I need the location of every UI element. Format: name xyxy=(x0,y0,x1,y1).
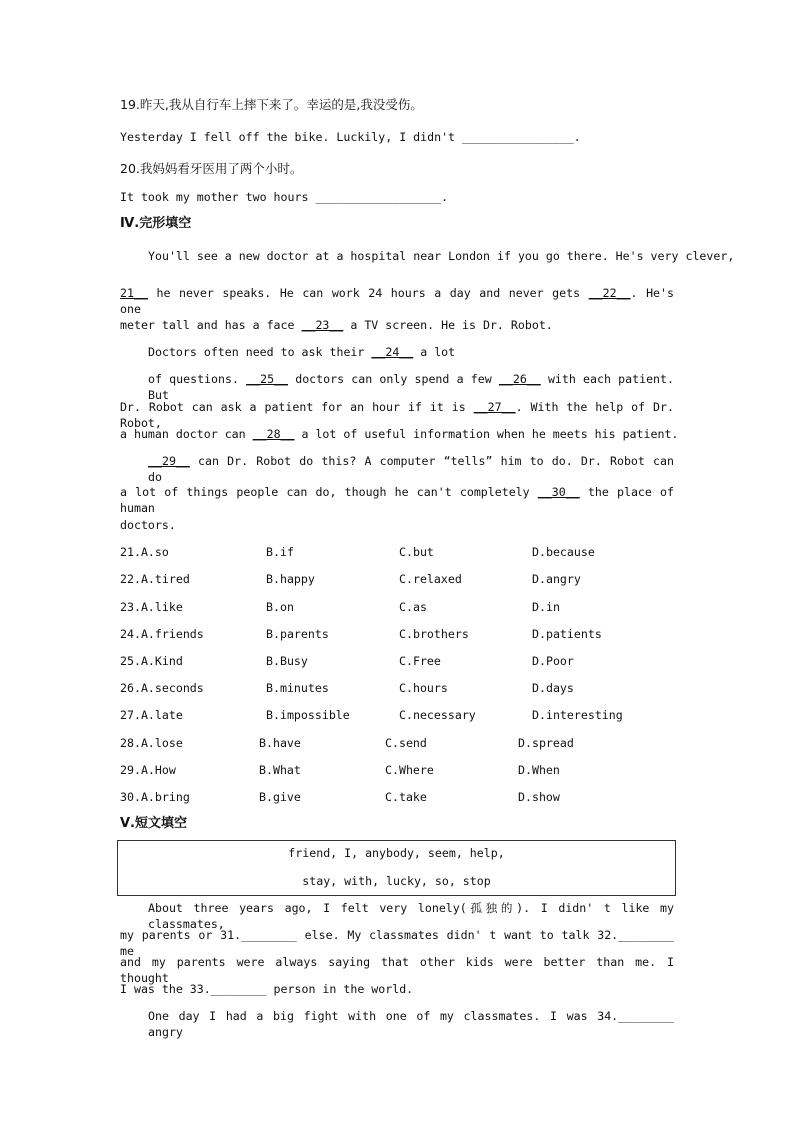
cloze-line-5: of questions. __25__ doctors can only spend a few __26__ with each patient. But xyxy=(148,372,674,402)
option-25-a: 25.A.Kind xyxy=(120,654,183,668)
option-23-c: C.as xyxy=(399,600,427,614)
blank-26: __26__ xyxy=(498,372,541,386)
option-22-b: B.happy xyxy=(266,572,315,586)
option-25-b: B.Busy xyxy=(266,654,308,668)
option-21-c: C.but xyxy=(399,545,434,559)
option-24-c: C.brothers xyxy=(399,627,469,641)
blank-22: __22__ xyxy=(588,286,631,300)
cloze-line-2: 21__ he never speaks. He can work 24 hours a day and never gets __22__. He's one xyxy=(120,286,674,316)
option-25-d: D.Poor xyxy=(532,654,574,668)
cloze-line-1: You'll see a new doctor at a hospital near London if you go there. He's very clever, xyxy=(148,249,735,263)
blank-27: __27__ xyxy=(473,400,516,414)
option-26-b: B.minutes xyxy=(266,681,329,695)
option-27-d: D.interesting xyxy=(532,708,623,722)
option-25-c: C.Free xyxy=(399,654,441,668)
option-22-a: 22.A.tired xyxy=(120,572,190,586)
passage-line-3: and my parents were always saying that other kids were better than me. I thought xyxy=(120,955,674,985)
passage-line-5: One day I had a big fight with one of my classmates. I was 34.________ angry xyxy=(148,1009,674,1039)
option-28-d: D.spread xyxy=(518,736,574,750)
option-22-c: C.relaxed xyxy=(399,572,462,586)
passage-line-1: About three years ago, I felt very lonely(孤独的). I didn' t like my classmates, xyxy=(148,901,674,931)
section-5-title: Ⅴ.短文填空 xyxy=(120,816,187,831)
cloze-line-4: Doctors often need to ask their __24__ a lot xyxy=(148,345,456,359)
option-30-d: D.show xyxy=(518,790,560,804)
blank-29: __29__ xyxy=(148,454,190,468)
blank-30: __30__ xyxy=(537,485,580,499)
word-bank-box xyxy=(117,840,676,896)
option-30-a: 30.A.bring xyxy=(120,790,190,804)
option-21-b: B.if xyxy=(266,545,294,559)
blank-25: __25__ xyxy=(246,372,289,386)
cloze-line-7: a human doctor can __28__ a lot of useful information when he meets his patient. xyxy=(120,427,679,441)
cloze-line-8: __29__ can Dr. Robot do this? A computer “tells” him to do. Dr. Robot can do xyxy=(148,454,674,484)
option-21-a: 21.A.so xyxy=(120,545,169,559)
option-24-b: B.parents xyxy=(266,627,329,641)
option-29-d: D.When xyxy=(518,763,560,777)
option-24-a: 24.A.friends xyxy=(120,627,204,641)
option-27-b: B.impossible xyxy=(266,708,350,722)
cloze-line-9: a lot of things people can do, though he can't completely __30__ the place of human xyxy=(120,485,674,515)
blank-24: __24__ xyxy=(371,345,414,359)
option-28-c: C.send xyxy=(385,736,427,750)
option-30-b: B.give xyxy=(259,790,301,804)
option-24-d: D.patients xyxy=(532,627,602,641)
cloze-line-10: doctors. xyxy=(120,518,176,532)
option-21-d: D.because xyxy=(532,545,595,559)
option-28-a: 28.A.lose xyxy=(120,736,183,750)
passage-line-2: my parents or 31.________ else. My classmates didn' t want to talk 32.________ me xyxy=(120,928,674,958)
option-23-b: B.on xyxy=(266,600,294,614)
option-29-b: B.What xyxy=(259,763,301,777)
word-bank-line-1: friend, I, anybody, seem, help, xyxy=(288,846,505,860)
option-23-d: D.in xyxy=(532,600,560,614)
word-bank-line-2: stay, with, lucky, so, stop xyxy=(302,874,491,888)
option-29-a: 29.A.How xyxy=(120,763,176,777)
cloze-line-6: Dr. Robot can ask a patient for an hour if it is __27__. With the help of Dr. Robot, xyxy=(120,400,674,430)
question-19-english: Yesterday I fell off the bike. Luckily, I didn't ________________. xyxy=(120,130,581,144)
option-26-c: C.hours xyxy=(399,681,448,695)
option-22-d: D.angry xyxy=(532,572,581,586)
cloze-line-3: meter tall and has a face __23__ a TV screen. He is Dr. Robot. xyxy=(120,318,553,332)
question-20-english: It took my mother two hours __________________. xyxy=(120,190,449,204)
question-19-chinese: 19.昨天,我从自行车上摔下来了。幸运的是,我没受伤。 xyxy=(120,97,423,112)
option-23-a: 23.A.like xyxy=(120,600,183,614)
question-20-chinese: 20.我妈妈看牙医用了两个小时。 xyxy=(120,161,303,176)
option-26-d: D.days xyxy=(532,681,574,695)
blank-23: __23__ xyxy=(301,318,344,332)
blank-28: __28__ xyxy=(252,427,295,441)
option-29-c: C.Where xyxy=(385,763,434,777)
option-26-a: 26.A.seconds xyxy=(120,681,204,695)
option-27-a: 27.A.late xyxy=(120,708,183,722)
option-28-b: B.have xyxy=(259,736,301,750)
blank-21: 21__ xyxy=(120,286,148,300)
option-27-c: C.necessary xyxy=(399,708,476,722)
section-4-title: Ⅳ.完形填空 xyxy=(120,216,192,231)
passage-line-4: I was the 33.________ person in the world. xyxy=(120,982,414,996)
option-30-c: C.take xyxy=(385,790,427,804)
